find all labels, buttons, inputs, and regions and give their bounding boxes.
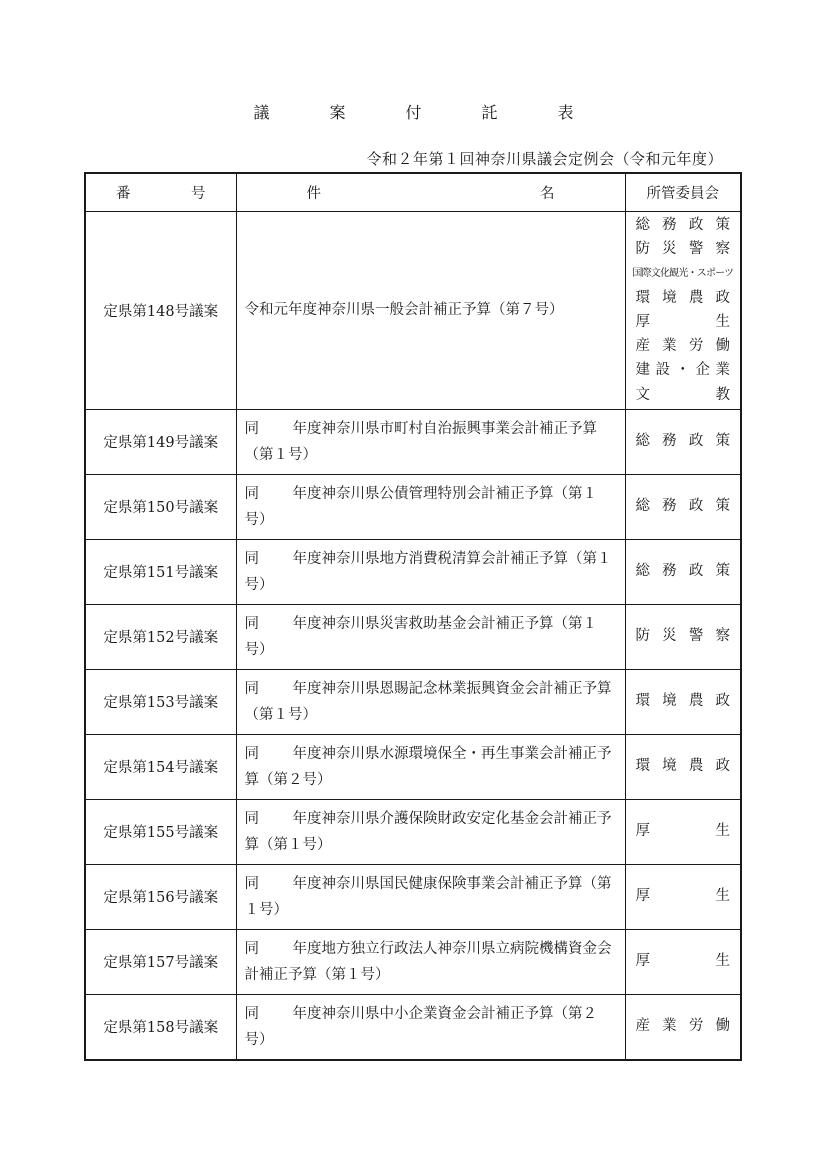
committee-cell bbox=[625, 669, 741, 734]
bill-title bbox=[236, 669, 625, 734]
table-row bbox=[85, 604, 741, 669]
committee-name: 防 災 警 察 bbox=[635, 628, 730, 645]
bill-number: 定県第152号議案 bbox=[85, 604, 236, 669]
table-row bbox=[85, 409, 741, 474]
bill-title-text: 年度神奈川県恩賜記念林業振興資金会計補正予算（第１号） bbox=[244, 680, 612, 723]
bill-title bbox=[236, 474, 625, 539]
bill-number: 定県第155号議案 bbox=[85, 799, 236, 864]
committee-cell bbox=[625, 539, 741, 604]
committee-name: 厚 生 bbox=[635, 953, 730, 970]
bill-title-prefix: 同 bbox=[244, 615, 259, 632]
committee-name: 建 設 ・ 企 業 bbox=[635, 362, 730, 379]
committee-cell bbox=[625, 211, 741, 409]
committee-name: 環 境 農 政 bbox=[635, 758, 730, 775]
header-item-b: 名 bbox=[540, 185, 555, 202]
bill-number: 定県第151号議案 bbox=[85, 539, 236, 604]
committee-name: 厚 生 bbox=[635, 823, 730, 840]
committee-name: 厚 生 bbox=[635, 314, 730, 330]
table-row bbox=[85, 864, 741, 929]
bill-number: 定県第148号議案 bbox=[85, 211, 236, 409]
committee-name: 国際文化観光・スポーツ bbox=[632, 267, 734, 279]
committee-name: 文 教 bbox=[635, 386, 730, 403]
bill-title-text: 令和元年度神奈川県一般会計補正予算（第７号） bbox=[244, 302, 564, 318]
table-header-row bbox=[85, 173, 741, 211]
committee-name: 総 務 政 策 bbox=[635, 217, 730, 234]
bill-title-prefix: 同 bbox=[244, 745, 259, 762]
bill-title bbox=[236, 604, 625, 669]
committee-name: 防 災 警 察 bbox=[635, 241, 730, 258]
bill-number: 定県第154号議案 bbox=[85, 734, 236, 799]
bill-title bbox=[236, 929, 625, 994]
committee-name: 総 務 政 策 bbox=[635, 563, 730, 580]
bill-title bbox=[236, 864, 625, 929]
committee-name: 総 務 政 策 bbox=[635, 498, 730, 515]
bill-title-text: 年度神奈川県市町村自治振興事業会計補正予算（第１号） bbox=[244, 420, 597, 463]
session-subtitle: 令和２年第１回神奈川県議会定例会（令和元年度） bbox=[366, 150, 723, 168]
bill-title-text: 年度地方独立行政法人神奈川県立病院機構資金会計補正予算（第１号） bbox=[244, 940, 612, 983]
bill-title-prefix: 同 bbox=[244, 1005, 259, 1022]
bill-title-text: 年度神奈川県介護保険財政安定化基金会計補正予算（第１号） bbox=[244, 810, 612, 853]
table-row bbox=[85, 734, 741, 799]
referral-table bbox=[84, 172, 742, 1061]
committee-name: 産 業 労 働 bbox=[635, 1018, 730, 1035]
bill-title-prefix: 同 bbox=[244, 485, 259, 502]
bill-title-prefix: 同 bbox=[244, 550, 259, 567]
table-body bbox=[85, 211, 741, 1060]
committee-cell bbox=[625, 474, 741, 539]
bill-number: 定県第156号議案 bbox=[85, 864, 236, 929]
header-number bbox=[85, 173, 236, 211]
bill-title-prefix: 同 bbox=[244, 680, 259, 697]
committee-cell bbox=[625, 864, 741, 929]
bill-title-prefix: 同 bbox=[244, 420, 259, 437]
bill-number: 定県第158号議案 bbox=[85, 994, 236, 1060]
committee-cell bbox=[625, 734, 741, 799]
committee-name: 環 境 農 政 bbox=[635, 693, 730, 710]
bill-title-prefix: 同 bbox=[244, 940, 259, 957]
bill-title bbox=[236, 409, 625, 474]
committee-cell bbox=[625, 799, 741, 864]
bill-title-text: 年度神奈川県災害救助基金会計補正予算（第１号） bbox=[244, 615, 597, 658]
bill-title bbox=[236, 799, 625, 864]
bill-title bbox=[236, 994, 625, 1060]
table-row bbox=[85, 799, 741, 864]
bill-title-text: 年度神奈川県地方消費税清算会計補正予算（第１号） bbox=[244, 550, 612, 593]
table-row bbox=[85, 929, 741, 994]
document-title: 議 案 付 託 表 bbox=[253, 103, 596, 122]
bill-title-prefix: 同 bbox=[244, 875, 259, 892]
committee-name: 環 境 農 政 bbox=[635, 289, 730, 306]
bill-title-prefix: 同 bbox=[244, 810, 259, 827]
committee-cell bbox=[625, 994, 741, 1060]
bill-title-text: 年度神奈川県国民健康保険事業会計補正予算（第１号） bbox=[244, 875, 612, 918]
committee-cell bbox=[625, 409, 741, 474]
header-item-a: 件 bbox=[306, 185, 321, 202]
bill-number: 定県第149号議案 bbox=[85, 409, 236, 474]
bill-number: 定県第157号議案 bbox=[85, 929, 236, 994]
table-row bbox=[85, 474, 741, 539]
bill-title-text: 年度神奈川県公債管理特別会計補正予算（第１号） bbox=[244, 485, 597, 528]
bill-number: 定県第153号議案 bbox=[85, 669, 236, 734]
bill-title-text: 年度神奈川県水源環境保全・再生事業会計補正予算（第２号） bbox=[244, 745, 612, 788]
header-committee: 所管委員会 bbox=[625, 173, 741, 211]
header-item bbox=[236, 173, 625, 211]
committee-cell bbox=[625, 604, 741, 669]
committee-name: 厚 生 bbox=[635, 888, 730, 905]
bill-number: 定県第150号議案 bbox=[85, 474, 236, 539]
header-number-a: 番 bbox=[116, 185, 131, 202]
table-row bbox=[85, 211, 741, 409]
header-number-b: 号 bbox=[191, 185, 206, 202]
table-row bbox=[85, 539, 741, 604]
bill-title-text: 年度神奈川県中小企業資金会計補正予算（第２号） bbox=[244, 1005, 597, 1048]
bill-title bbox=[236, 539, 625, 604]
table-row bbox=[85, 669, 741, 734]
committee-name: 産 業 労 働 bbox=[635, 338, 730, 355]
bill-title bbox=[236, 734, 625, 799]
table-row bbox=[85, 994, 741, 1060]
bill-title bbox=[236, 211, 625, 409]
committee-name: 総 務 政 策 bbox=[635, 433, 730, 450]
committee-cell bbox=[625, 929, 741, 994]
